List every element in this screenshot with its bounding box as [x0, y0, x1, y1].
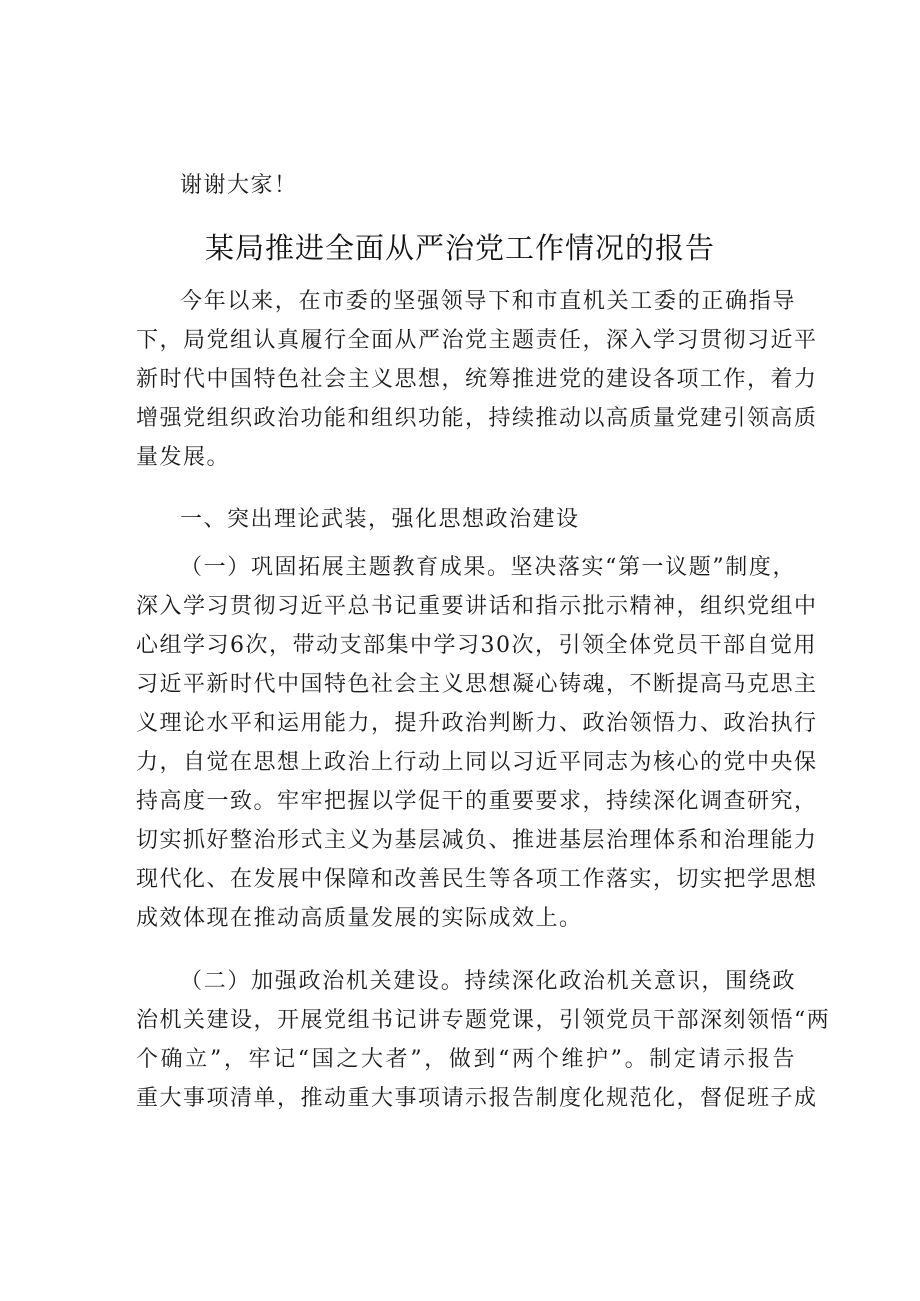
para1-line: 义理论水平和运用能力，提升政治判断力、政治领悟力、政治执行 — [136, 711, 818, 736]
para2-line: 重大事项清单，推动重大事项请示报告制度化规范化，督促班子成 — [136, 1086, 818, 1111]
para2-line: 个确立”，牢记“国之大者”，做到“两个维护”。制定请示报告 — [136, 1047, 796, 1072]
intro-line: 下，局党组认真履行全面从严治党主题责任，深入学习贯彻习近平 — [136, 328, 818, 353]
para1-line: （一）巩固拓展主题教育成果。坚决落实“第一议题”制度， — [180, 555, 796, 580]
intro-line: 新时代中国特色社会主义思想，统筹推进党的建设各项工作，着力 — [136, 367, 818, 392]
para1-line: 深入学习贯彻习近平总书记重要讲话和指示批示精神，组织党组中 — [136, 594, 818, 619]
intro-line: 增强党组织政治功能和组织功能，持续推动以高质量党建引领高质 — [136, 406, 818, 431]
para1-line: 心组学习6次，带动支部集中学习30次，引领全体党员干部自觉用 — [136, 633, 817, 658]
para2-line: （二）加强政治机关建设。持续深化政治机关意识，围绕政 — [180, 969, 796, 994]
para1-line: 持高度一致。牢牢把握以学促干的重要要求，持续深化调查研究， — [136, 789, 818, 814]
section-heading: 一、突出理论武装，强化思想政治建设 — [180, 507, 580, 532]
intro-line: 今年以来，在市委的坚强领导下和市直机关工委的正确指导 — [180, 289, 796, 314]
closing-line: 谢谢大家！ — [180, 173, 298, 198]
report-title: 某局推进全面从严治党工作情况的报告 — [204, 231, 715, 265]
intro-line: 量发展。 — [136, 445, 231, 470]
para2-line: 治机关建设，开展党组书记讲专题党课，引领党员干部深刻领悟“两 — [136, 1008, 831, 1033]
para1-line: 习近平新时代中国特色社会主义思想凝心铸魂，不断提高马克思主 — [136, 672, 818, 697]
para1-line: 切实抓好整治形式主义为基层减负、推进基层治理体系和治理能力 — [136, 828, 818, 853]
para1-line: 力，自觉在思想上政治上行动上同以习近平同志为核心的党中央保 — [136, 750, 818, 775]
para1-line: 成效体现在推动高质量发展的实际成效上。 — [136, 906, 583, 931]
para1-line: 现代化、在发展中保障和改善民生等各项工作落实，切实把学思想 — [136, 867, 818, 892]
